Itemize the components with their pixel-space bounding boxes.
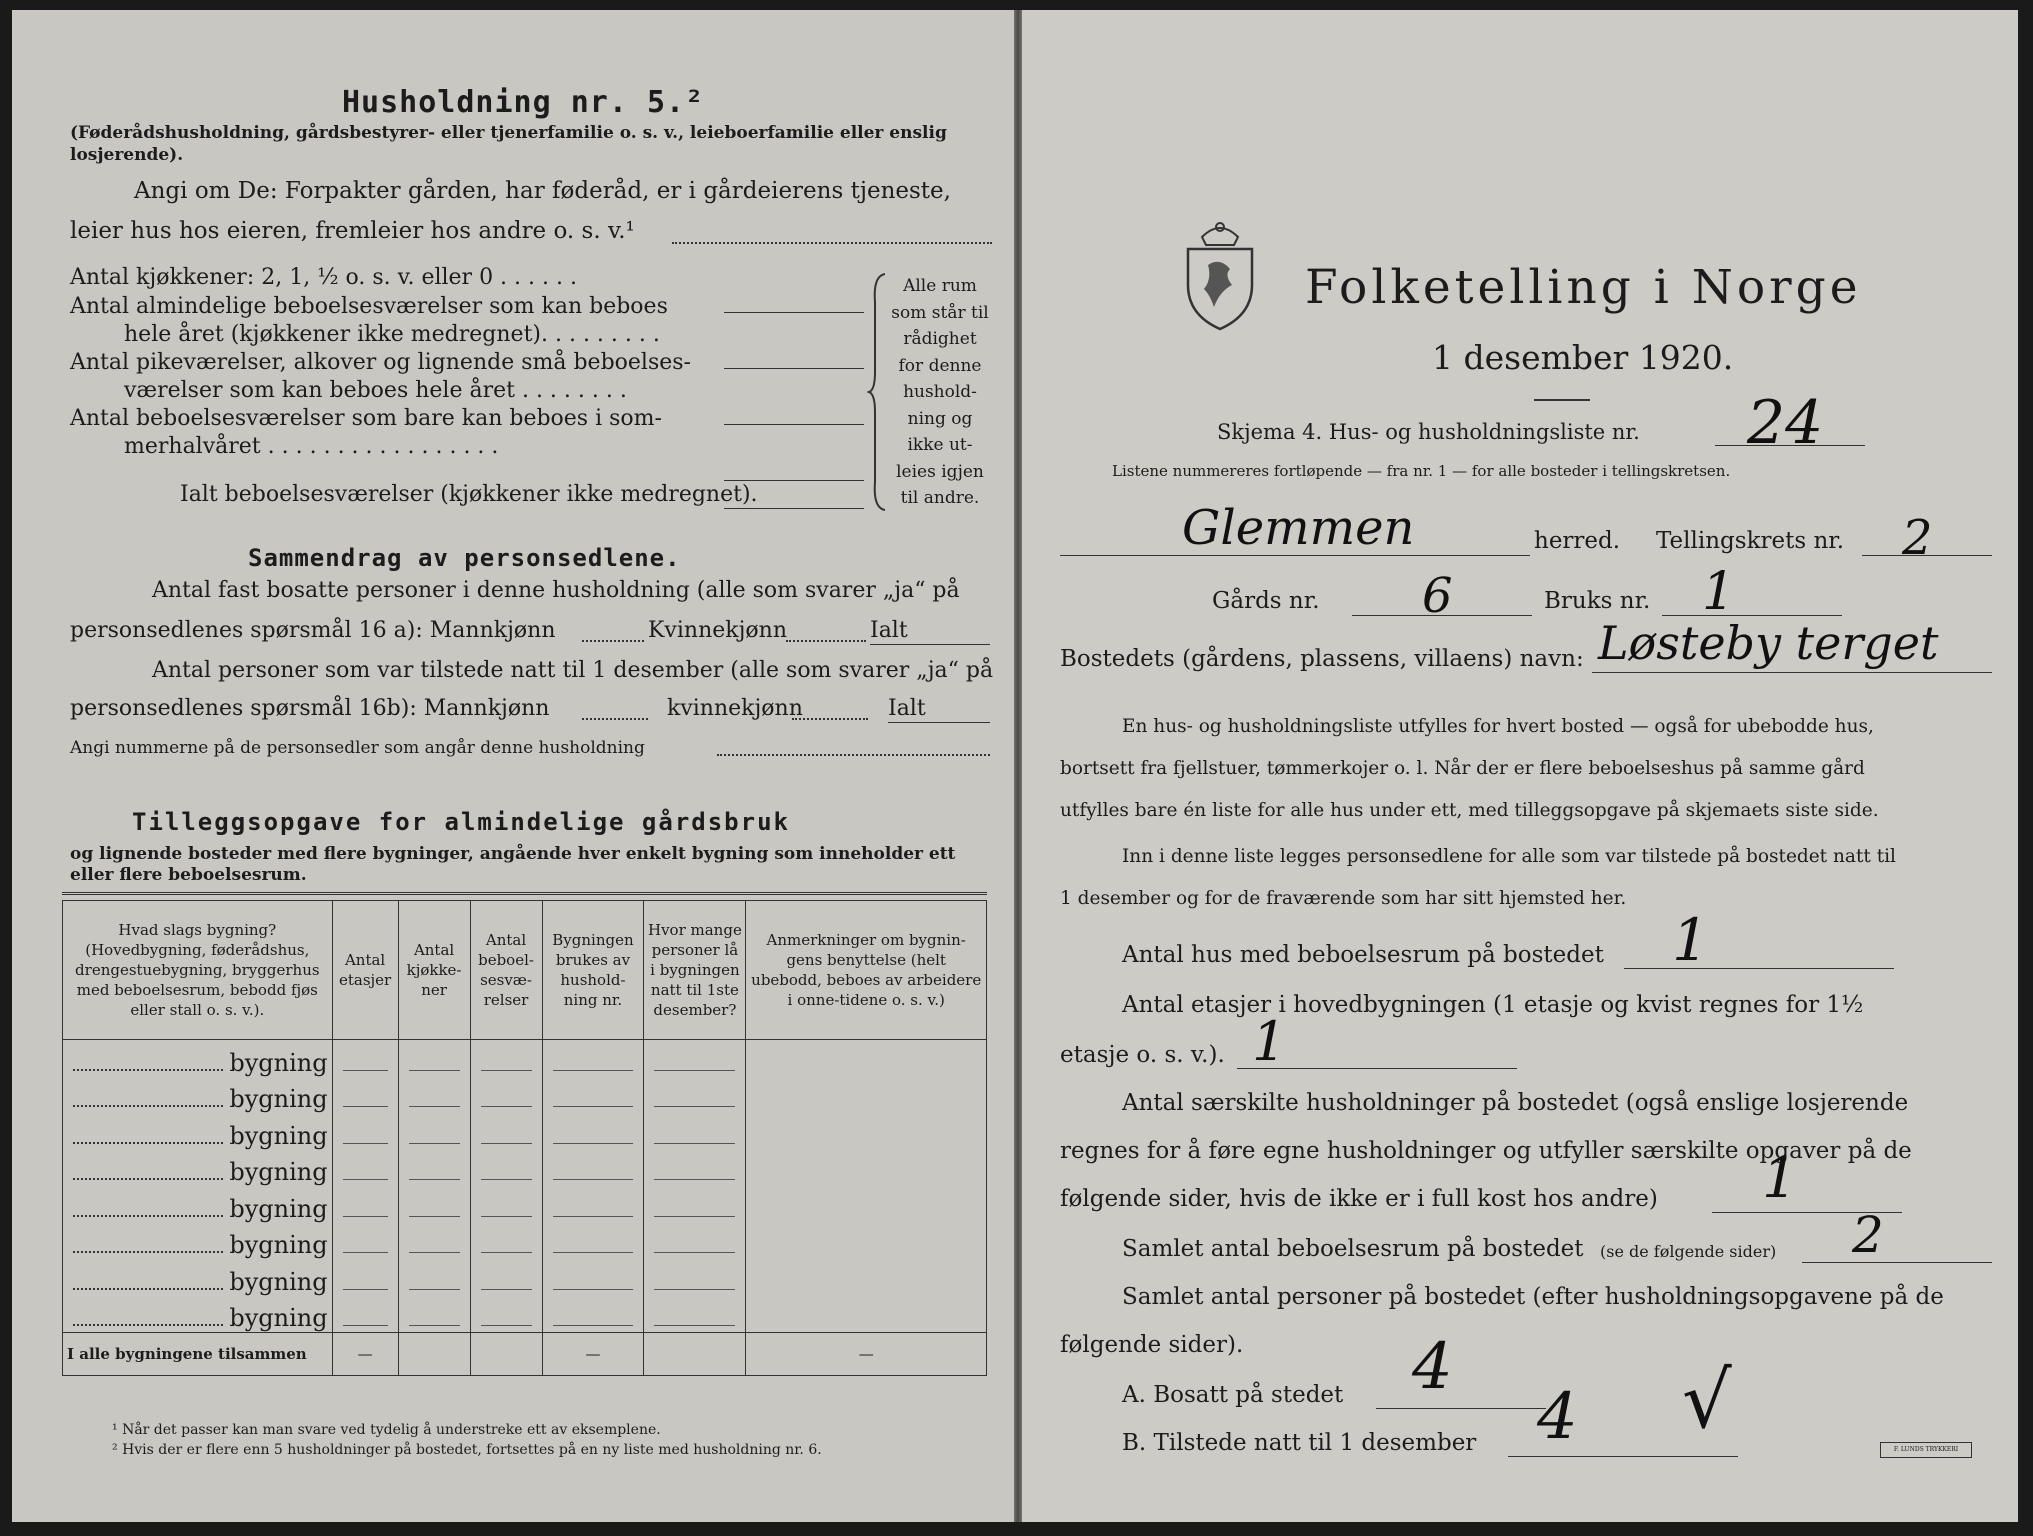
q-persons-line-1: Samlet antal personer på bostedet (efter husholdningsopgavene på de bbox=[1122, 1284, 1944, 1310]
cell-blank-line bbox=[409, 1179, 460, 1180]
cell-blank-line bbox=[343, 1289, 388, 1290]
rooms-summer-1: Antal beboelsesværelser som bare kan beboes i som- bbox=[70, 406, 662, 431]
table-cell[interactable] bbox=[398, 1113, 470, 1150]
table-cell[interactable] bbox=[398, 1259, 470, 1296]
cell-blank-line bbox=[654, 1070, 735, 1071]
building-name-cell[interactable] bbox=[63, 1296, 333, 1333]
summary-line-3: Angi nummerne på de personsedler som angår denne husholdning bbox=[70, 738, 645, 758]
brace-note-line: Alle rum bbox=[903, 276, 977, 296]
table-row bbox=[63, 1113, 987, 1150]
summary-line-2b: personsedlenes spørsmål 16b): Mannkjønn bbox=[70, 696, 550, 721]
cell-blank-line bbox=[553, 1106, 634, 1107]
table-col-header: Antal beboel-sesvæ-relser bbox=[470, 901, 542, 1040]
building-name-cell[interactable] bbox=[63, 1077, 333, 1114]
table-col-header: Antal kjøkke-ner bbox=[398, 901, 470, 1040]
cell-blank-line bbox=[343, 1252, 388, 1253]
footnote-1: ¹ Når det passer kan man svare ved tydelig å understreke ett av eksemplene. bbox=[112, 1422, 661, 1438]
building-row-label: bygning bbox=[229, 1267, 328, 1296]
summary-line-1c: Kvinnekjønn bbox=[648, 618, 787, 643]
total-cell[interactable]: — bbox=[332, 1333, 398, 1376]
q-houses-line bbox=[1624, 968, 1894, 969]
q-households-line-1: Antal særskilte husholdninger på bostedet (også enslige losjerende bbox=[1122, 1090, 1909, 1116]
total-cell[interactable] bbox=[644, 1333, 746, 1376]
instruction-4: Inn i denne liste legges personsedlene for alle som var tilstede på bostedet natt til bbox=[1122, 846, 1896, 867]
q-floors-value: 1 bbox=[1252, 1010, 1287, 1073]
table-cell[interactable] bbox=[398, 1077, 470, 1114]
table-cell[interactable] bbox=[332, 1186, 398, 1223]
brace-note-line: ning og bbox=[907, 408, 973, 429]
cell-blank-line bbox=[654, 1325, 735, 1326]
cell-blank-line bbox=[343, 1179, 388, 1180]
brace-note-line: ikke ut- bbox=[907, 435, 973, 455]
building-row-label: bygning bbox=[229, 1048, 328, 1077]
cell-blank-line bbox=[553, 1070, 634, 1071]
table-row bbox=[63, 1150, 987, 1187]
building-name-blank bbox=[73, 1215, 223, 1217]
table-cell[interactable] bbox=[470, 1259, 542, 1296]
cell-blank-line bbox=[343, 1216, 388, 1217]
total-cell[interactable] bbox=[470, 1333, 542, 1376]
brace-note-line: som står til bbox=[891, 302, 989, 323]
cell-blank-line bbox=[409, 1325, 460, 1326]
present-label: B. Tilstede natt til 1 desember bbox=[1122, 1430, 1477, 1456]
q-persons-line-2: følgende sider). bbox=[1060, 1332, 1244, 1358]
bruks-value: 1 bbox=[1702, 562, 1736, 622]
household-subheading: (Føderådshusholdning, gårdsbestyrer- eller tjenerfamilie o. s. v., leieboerfamilie eller enslig losjerende). bbox=[70, 123, 947, 165]
building-name-cell[interactable] bbox=[63, 1040, 333, 1077]
instruction-2: bortsett fra fjellstuer, tømmerkojer o. l. Når der er flere beboelseshus på samme gård bbox=[1060, 758, 1865, 779]
q-floors-line-1: Antal etasjer i hovedbygningen (1 etasje og kvist regnes for 1½ bbox=[1122, 992, 1864, 1018]
instruction-3: utfylles bare én liste for alle hus under ett, med tilleggsopgave på skjemaets siste side. bbox=[1060, 800, 1879, 821]
total-cell[interactable] bbox=[398, 1333, 470, 1376]
building-name-blank bbox=[73, 1178, 223, 1180]
summary-line-1b: personsedlenes spørsmål 16 a): Mannkjønn bbox=[70, 618, 556, 643]
summer-answer-line bbox=[724, 480, 864, 481]
cell-blank-line bbox=[481, 1289, 532, 1290]
table-cell[interactable] bbox=[542, 1113, 644, 1150]
table-cell[interactable] bbox=[470, 1077, 542, 1114]
rooms-summer-2: merhalvåret . . . . . . . . . . . . . . . . . bbox=[124, 434, 499, 459]
summary-total-1 bbox=[870, 644, 990, 645]
table-row bbox=[63, 1186, 987, 1223]
table-cell[interactable] bbox=[332, 1259, 398, 1296]
cell-blank-line bbox=[343, 1070, 388, 1071]
table-cell[interactable] bbox=[398, 1040, 470, 1077]
summary-female-2 bbox=[792, 718, 868, 720]
summary-line-2c: kvinnekjønn bbox=[667, 696, 803, 721]
q-rooms-note: (se de følgende sider) bbox=[1600, 1242, 1777, 1261]
building-name-blank bbox=[73, 1069, 223, 1071]
q-households-line-2: regnes for å føre egne husholdninger og utfyller særskilte opgaver på de bbox=[1060, 1138, 1912, 1164]
bosted-label: Bostedets (gårdens, plassens, villaens) navn: bbox=[1060, 646, 1584, 672]
building-name-cell[interactable] bbox=[63, 1223, 333, 1260]
cell-blank-line bbox=[409, 1106, 460, 1107]
intro-answer-line bbox=[672, 242, 992, 244]
printer-mark: F. LUNDS TRYKKERI bbox=[1880, 1442, 1972, 1458]
present-value: 4 bbox=[1537, 1380, 1578, 1454]
table-cell[interactable] bbox=[542, 1223, 644, 1260]
summary-line-2a: Antal personer som var tilstede natt til 1 desember (alle som svarer „ja“ på bbox=[152, 658, 994, 683]
rooms-regular-2: hele året (kjøkkener ikke medregnet). . . . . . . . . bbox=[124, 322, 660, 347]
intro-line-2: leier hus hos eieren, fremleier hos andre o. s. v.¹ bbox=[70, 218, 635, 244]
bosted-line bbox=[1592, 672, 1992, 673]
building-name-blank bbox=[73, 1251, 223, 1253]
table-cell[interactable] bbox=[746, 1150, 987, 1187]
rooms-maid-2: værelser som kan beboes hele året . . . . . . . . bbox=[124, 378, 627, 403]
summary-numbers-line bbox=[717, 754, 990, 756]
herred-value: Glemmen bbox=[1182, 500, 1415, 556]
table-col-header: Anmerkninger om bygnin-gens benyttelse (helt ubebodd, beboes av arbeidere i onne-tidene o. s. v.) bbox=[746, 901, 987, 1040]
table-cell[interactable] bbox=[470, 1113, 542, 1150]
cell-blank-line bbox=[481, 1179, 532, 1180]
cell-blank-line bbox=[553, 1216, 634, 1217]
table-row bbox=[63, 1223, 987, 1260]
q-households-line-3: følgende sider, hvis de ikke er i full kost hos andre) bbox=[1060, 1186, 1658, 1212]
table-cell[interactable] bbox=[398, 1223, 470, 1260]
schema-number: 24 bbox=[1747, 388, 1824, 458]
rooms-total: Ialt beboelsesværelser (kjøkkener ikke medregnet). bbox=[180, 482, 758, 507]
cell-blank-line bbox=[654, 1252, 735, 1253]
total-label: I alle bygningene tilsammen bbox=[63, 1333, 333, 1376]
supplement-title: Tilleggsopgave for almindelige gårdsbruk bbox=[132, 808, 790, 836]
cell-blank-line bbox=[409, 1143, 460, 1144]
brace-note-line: rådighet bbox=[903, 329, 977, 349]
table-cell[interactable] bbox=[398, 1186, 470, 1223]
cell-blank-line bbox=[481, 1106, 532, 1107]
cell-blank-line bbox=[553, 1252, 634, 1253]
table-cell[interactable] bbox=[746, 1259, 987, 1296]
building-table bbox=[62, 900, 987, 1376]
cell-blank-line bbox=[481, 1143, 532, 1144]
instruction-5: 1 desember og for de fraværende som har sitt hjemsted her. bbox=[1060, 888, 1627, 909]
table-col-header: Hvad slags bygning? (Hovedbygning, føderådshus, drengestuebygning, bryggerhus med beboelsesrum, bebodd fjøs eller stall o. s. v.). bbox=[63, 901, 333, 1040]
summary-line-2d: Ialt bbox=[888, 696, 926, 721]
total-cell[interactable]: — bbox=[746, 1333, 987, 1376]
building-name-cell[interactable] bbox=[63, 1259, 333, 1296]
q-houses-value: 1 bbox=[1672, 906, 1709, 974]
cell-blank-line bbox=[481, 1070, 532, 1071]
footnote-2: ² Hvis der er flere enn 5 husholdninger på bostedet, fortsettes på en ny liste med husholdning nr. 6. bbox=[112, 1442, 822, 1458]
building-name-blank bbox=[73, 1105, 223, 1107]
q-houses-label: Antal hus med beboelsesrum på bostedet bbox=[1122, 942, 1604, 968]
census-date: 1 desember 1920. bbox=[1432, 338, 1734, 377]
q-floors-line-2: etasje o. s. v.). bbox=[1060, 1042, 1225, 1068]
q-rooms-answer-line bbox=[1802, 1262, 1992, 1263]
cell-blank-line bbox=[654, 1143, 735, 1144]
resident-line bbox=[1376, 1408, 1546, 1409]
building-name-cell[interactable] bbox=[63, 1113, 333, 1150]
cell-blank-line bbox=[553, 1325, 634, 1326]
cell-blank-line bbox=[409, 1289, 460, 1290]
resident-value: 4 bbox=[1412, 1330, 1453, 1404]
brace-note-line: til andre. bbox=[900, 488, 980, 508]
right-page bbox=[1022, 10, 2018, 1522]
krets-label: Tellingskrets nr. bbox=[1656, 528, 1845, 554]
gards-label: Gårds nr. bbox=[1212, 588, 1320, 614]
table-col-header: Antal etasjer bbox=[332, 901, 398, 1040]
cell-blank-line bbox=[343, 1143, 388, 1144]
title-rule bbox=[1534, 399, 1590, 401]
total-answer-line bbox=[724, 508, 864, 509]
table-cell[interactable] bbox=[398, 1150, 470, 1187]
summary-total-2 bbox=[888, 722, 990, 723]
cell-blank-line bbox=[409, 1252, 460, 1253]
left-page bbox=[12, 10, 1014, 1522]
bruks-label: Bruks nr. bbox=[1544, 588, 1651, 614]
cell-blank-line bbox=[409, 1070, 460, 1071]
q-households-value: 1 bbox=[1762, 1146, 1798, 1211]
building-name-cell[interactable] bbox=[63, 1150, 333, 1187]
table-cell[interactable] bbox=[470, 1223, 542, 1260]
cell-blank-line bbox=[553, 1143, 634, 1144]
building-row-label: bygning bbox=[229, 1231, 328, 1259]
table-cell[interactable] bbox=[746, 1113, 987, 1150]
table-cell[interactable] bbox=[470, 1040, 542, 1077]
brace-icon bbox=[867, 272, 889, 512]
total-cell[interactable]: — bbox=[542, 1333, 644, 1376]
gards-value: 6 bbox=[1422, 568, 1453, 624]
summary-title: Sammendrag av personsedlene. bbox=[248, 544, 681, 572]
table-cell[interactable] bbox=[644, 1077, 746, 1114]
table-cell[interactable] bbox=[746, 1186, 987, 1223]
census-title: Folketelling i Norge bbox=[1305, 260, 1862, 315]
intro-line-1: Angi om De: Forpakter gården, har føderåd, er i gårdeierens tjeneste, bbox=[134, 178, 951, 204]
rooms-maid-1: Antal pikeværelser, alkover og lignende små beboelses- bbox=[70, 350, 691, 375]
present-check: √ bbox=[1682, 1356, 1732, 1446]
table-cell[interactable] bbox=[470, 1150, 542, 1187]
table-cell[interactable] bbox=[332, 1077, 398, 1114]
table-cell[interactable] bbox=[542, 1259, 644, 1296]
table-row bbox=[63, 1040, 987, 1077]
building-row-label: bygning bbox=[229, 1304, 328, 1332]
bosted-value: Løsteby terget bbox=[1598, 616, 1939, 670]
building-name-blank bbox=[73, 1288, 223, 1290]
summary-female-1 bbox=[786, 640, 866, 642]
cell-blank-line bbox=[481, 1216, 532, 1217]
table-cell[interactable] bbox=[746, 1296, 987, 1333]
summary-male-2 bbox=[582, 718, 648, 720]
cell-blank-line bbox=[654, 1106, 735, 1107]
cell-blank-line bbox=[654, 1289, 735, 1290]
summary-line-1d: Ialt bbox=[870, 618, 908, 643]
krets-value: 2 bbox=[1902, 510, 1933, 566]
table-row bbox=[63, 1259, 987, 1296]
table-cell[interactable] bbox=[332, 1296, 398, 1333]
kitchens-answer-line bbox=[724, 312, 864, 313]
table-cell[interactable] bbox=[644, 1296, 746, 1333]
table-cell[interactable] bbox=[644, 1186, 746, 1223]
building-row-label: bygning bbox=[229, 1194, 328, 1223]
table-cell[interactable] bbox=[542, 1186, 644, 1223]
cell-blank-line bbox=[343, 1106, 388, 1107]
brace-note-line: for denne bbox=[898, 355, 982, 376]
present-line bbox=[1508, 1456, 1738, 1457]
building-row-label: bygning bbox=[229, 1158, 328, 1186]
table-row bbox=[63, 1296, 987, 1333]
regular-answer-line bbox=[724, 368, 864, 369]
coat-of-arms-icon bbox=[1180, 215, 1260, 333]
brace-note-line: hushold- bbox=[903, 382, 977, 402]
table-cell[interactable] bbox=[398, 1296, 470, 1333]
cell-blank-line bbox=[553, 1179, 634, 1180]
summary-line-1a: Antal fast bosatte personer i denne husholdning (alle som svarer „ja“ på bbox=[152, 578, 960, 603]
table-cell[interactable] bbox=[332, 1040, 398, 1077]
table-cell[interactable] bbox=[644, 1259, 746, 1296]
building-row-label: bygning bbox=[229, 1121, 328, 1150]
table-cell[interactable] bbox=[644, 1113, 746, 1150]
table-cell[interactable] bbox=[746, 1040, 987, 1077]
table-top-rule bbox=[62, 892, 987, 895]
table-total-row bbox=[63, 1333, 987, 1376]
table-cell[interactable] bbox=[644, 1150, 746, 1187]
brace-note bbox=[890, 273, 990, 512]
table-cell[interactable] bbox=[332, 1150, 398, 1187]
rooms-regular-1: Antal almindelige beboelsesværelser som kan beboes bbox=[70, 294, 668, 319]
schema-label: Skjema 4. Hus- og husholdningsliste nr. bbox=[1217, 420, 1640, 444]
cell-blank-line bbox=[481, 1252, 532, 1253]
table-cell[interactable] bbox=[746, 1223, 987, 1260]
cell-blank-line bbox=[654, 1179, 735, 1180]
supplement-subtitle: og lignende bosteder med flere bygninger, angående hver enkelt bygning som inneholder ett eller flere beboelsesrum. bbox=[70, 844, 956, 885]
table-col-header: Bygningen brukes av hushold-ning nr. bbox=[542, 901, 644, 1040]
table-cell[interactable] bbox=[332, 1223, 398, 1260]
table-col-header: Hvor mange personer lå i bygningen natt til 1ste desember? bbox=[644, 901, 746, 1040]
instruction-1: En hus- og husholdningsliste utfylles for hvert bosted — også for ubebodde hus, bbox=[1122, 716, 1874, 737]
cell-blank-line bbox=[654, 1216, 735, 1217]
table-cell[interactable] bbox=[332, 1113, 398, 1150]
cell-blank-line bbox=[481, 1325, 532, 1326]
table-cell[interactable] bbox=[746, 1077, 987, 1114]
building-name-cell[interactable] bbox=[63, 1186, 333, 1223]
table-cell[interactable] bbox=[542, 1040, 644, 1077]
resident-label: A. Bosatt på stedet bbox=[1122, 1382, 1344, 1408]
rooms-kitchens: Antal kjøkkener: 2, 1, ½ o. s. v. eller 0 . . . . . . bbox=[70, 265, 577, 290]
cell-blank-line bbox=[409, 1216, 460, 1217]
herred-label: herred. bbox=[1534, 528, 1621, 554]
building-row-label: bygning bbox=[229, 1085, 328, 1113]
q-rooms-label: Samlet antal beboelsesrum på bostedet bbox=[1122, 1236, 1584, 1262]
table-cell[interactable] bbox=[470, 1186, 542, 1223]
maid-answer-line bbox=[724, 424, 864, 425]
table-cell[interactable] bbox=[542, 1077, 644, 1114]
numbering-note: Listene nummereres fortløpende — fra nr. 1 — for alle bosteder i tellingskretsen. bbox=[1112, 462, 1731, 480]
cell-blank-line bbox=[553, 1289, 634, 1290]
summary-male-1 bbox=[582, 640, 644, 642]
table-cell[interactable] bbox=[470, 1296, 542, 1333]
table-cell[interactable] bbox=[644, 1040, 746, 1077]
building-name-blank bbox=[73, 1142, 223, 1144]
table-row bbox=[63, 1077, 987, 1114]
household-heading: Husholdning nr. 5.² bbox=[342, 85, 705, 120]
table-cell[interactable] bbox=[542, 1150, 644, 1187]
brace-note-line: leies igjen bbox=[896, 461, 984, 482]
cell-blank-line bbox=[343, 1325, 388, 1326]
table-cell[interactable] bbox=[644, 1223, 746, 1260]
building-name-blank bbox=[73, 1324, 223, 1326]
table-cell[interactable] bbox=[542, 1296, 644, 1333]
q-rooms-value: 2 bbox=[1852, 1206, 1884, 1264]
